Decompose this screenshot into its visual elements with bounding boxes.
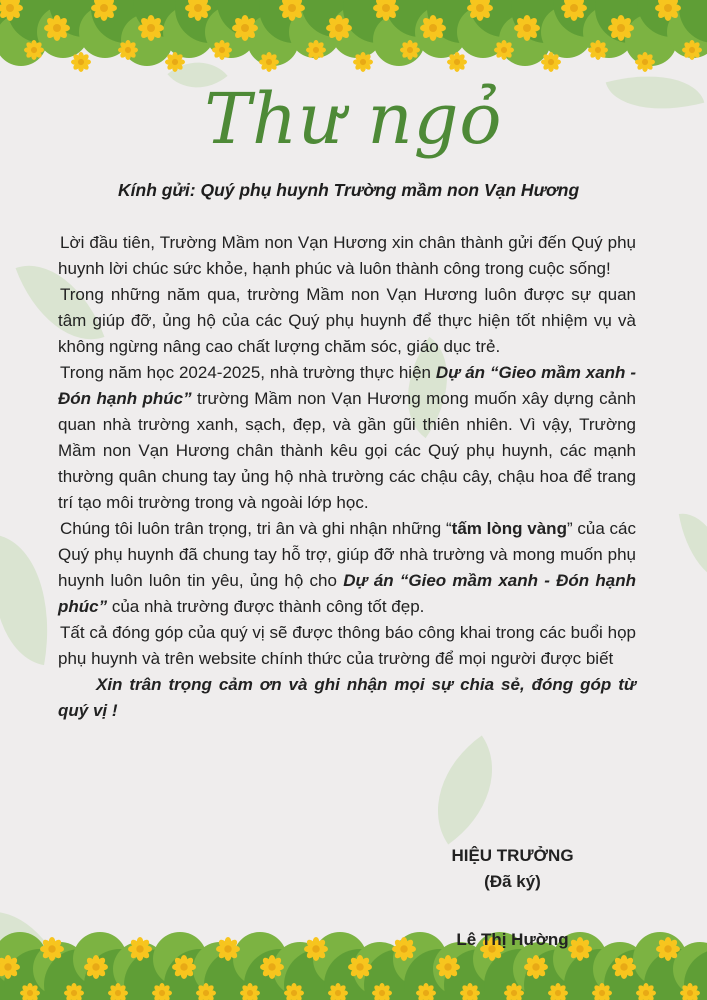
yellow-flower-icon [0,955,20,979]
yellow-flower-icon [44,15,70,41]
yellow-flower-icon [326,15,352,41]
yellow-flower-icon [353,52,373,72]
leaf-icon [0,535,65,665]
paragraph-text: ” của các Quý phụ huynh đã chung tay hỗ trợ, giúp đỡ nhà trường và mong muốn phụ huynh luôn luôn tin yêu, ủng hộ cho [58,519,636,590]
leaf-icon [408,736,522,845]
yellow-flower-icon [636,983,656,1000]
yellow-flower-icon [588,40,608,60]
yellow-flower-icon [592,983,612,1000]
yellow-flower-icon [420,15,446,41]
yellow-flower-icon [212,40,232,60]
yellow-flower-icon [447,52,467,72]
signature-block [430,843,595,953]
yellow-flower-icon [196,983,216,1000]
yellow-flower-icon [165,52,185,72]
signature-status: (Đã ký) [484,872,541,891]
paragraph-gratitude [58,516,636,620]
yellow-flower-icon [24,40,44,60]
yellow-flower-icon [494,40,514,60]
yellow-flower-icon [172,955,196,979]
leaf-icon [679,507,707,588]
yellow-flower-icon [0,0,23,21]
golden-hearts-phrase: tấm lòng vàng [451,519,567,538]
yellow-flower-icon [306,40,326,60]
paragraph-text: của nhà trường được thành công tốt đẹp. [107,597,425,616]
yellow-flower-icon [680,983,700,1000]
yellow-flower-icon [259,52,279,72]
signer-name: Lê Thị Hường [456,930,569,949]
project-name: Dự án “Gieo mầm xanh - Đón hạnh phúc” [58,363,636,408]
closing-thanks: Xin trân trọng cảm ơn và ghi nhận mọi sự chia sẻ, đóng góp từ quý vị ! [58,675,636,720]
yellow-flower-icon [20,983,40,1000]
yellow-flower-icon [400,40,420,60]
yellow-flower-icon [656,937,680,961]
yellow-flower-icon [64,983,84,1000]
yellow-flower-icon [232,15,258,41]
yellow-flower-icon [612,955,636,979]
yellow-flower-icon [128,937,152,961]
yellow-flower-icon [84,955,108,979]
yellow-flower-icon [138,15,164,41]
yellow-flower-icon [682,40,702,60]
yellow-flower-icon [373,0,399,21]
yellow-flower-icon [152,983,172,1000]
page-title: Thư ngỏ [204,78,503,160]
yellow-flower-icon [460,983,480,1000]
yellow-flower-icon [635,52,655,72]
yellow-flower-icon [561,0,587,21]
yellow-flower-icon [524,955,548,979]
yellow-flower-icon [514,15,540,41]
paragraph-opening: Lời đầu tiên, Trường Mầm non Vạn Hương xin chân thành gửi đến Quý phụ huynh lời chúc sức khỏe, hạnh phúc và luôn thành công trong cuộc sống! [58,233,636,278]
yellow-flower-icon [392,937,416,961]
yellow-flower-icon [608,15,634,41]
paragraph-text: trường Mầm non Vạn Hương mong muốn xây dựng cảnh quan nhà trường xanh, sạch, đẹp, và gần gũi thiên nhiên. Vì vậy, Trường Mầm non Vạn Hương chân thành kêu gọi các Quý phụ huynh, các mạnh thường quân chung tay ủng hộ nhà trường các chậu cây, chậu hoa để trang trí tạo môi trường trong và ngoài lớp học. [58,389,636,512]
yellow-flower-icon [655,0,681,21]
yellow-flower-icon [108,983,128,1000]
paragraph-project [58,360,636,516]
yellow-flower-icon [118,40,138,60]
signer-role: HIỆU TRƯỞNG [451,846,574,865]
yellow-flower-icon [284,983,304,1000]
yellow-flower-icon [348,955,372,979]
yellow-flower-icon [328,983,348,1000]
yellow-flower-icon [91,0,117,21]
yellow-flower-icon [40,937,64,961]
letter-body [58,230,636,724]
paragraph-history: Trong những năm qua, trường Mầm non Vạn Hương luôn được sự quan tâm giúp đỡ, ủng hộ của các Quý phụ huynh để thực hiện tốt nhiệm vụ và không ngừng nâng cao chất lượng chăm sóc, giáo dục trẻ. [58,285,636,356]
paragraph-text: Chúng tôi luôn trân trọng, tri ân và ghi nhận những “ [60,519,452,538]
yellow-flower-icon [279,0,305,21]
yellow-flower-icon [71,52,91,72]
yellow-flower-icon [436,955,460,979]
yellow-flower-icon [416,983,436,1000]
yellow-flower-icon [548,983,568,1000]
yellow-flower-icon [372,983,392,1000]
yellow-flower-icon [185,0,211,21]
greeting-line: Kính gửi: Quý phụ huynh Trường mầm non Vạn Hương [118,180,580,200]
yellow-flower-icon [541,52,561,72]
yellow-flower-icon [467,0,493,21]
yellow-flower-icon [304,937,328,961]
paragraph-text: Trong năm học 2024-2025, nhà trường thực hiện [60,363,436,382]
yellow-flower-icon [504,983,524,1000]
yellow-flower-icon [260,955,284,979]
yellow-flower-icon [240,983,260,1000]
paragraph-transparency: Tất cả đóng góp của quý vị sẽ được thông báo công khai trong các buổi họp phụ huynh và trên website chính thức của trường để mọi người được biết [58,623,636,668]
yellow-flower-icon [216,937,240,961]
project-name: Dự án “Gieo mầm xanh - Đón hạnh phúc” [58,571,636,616]
